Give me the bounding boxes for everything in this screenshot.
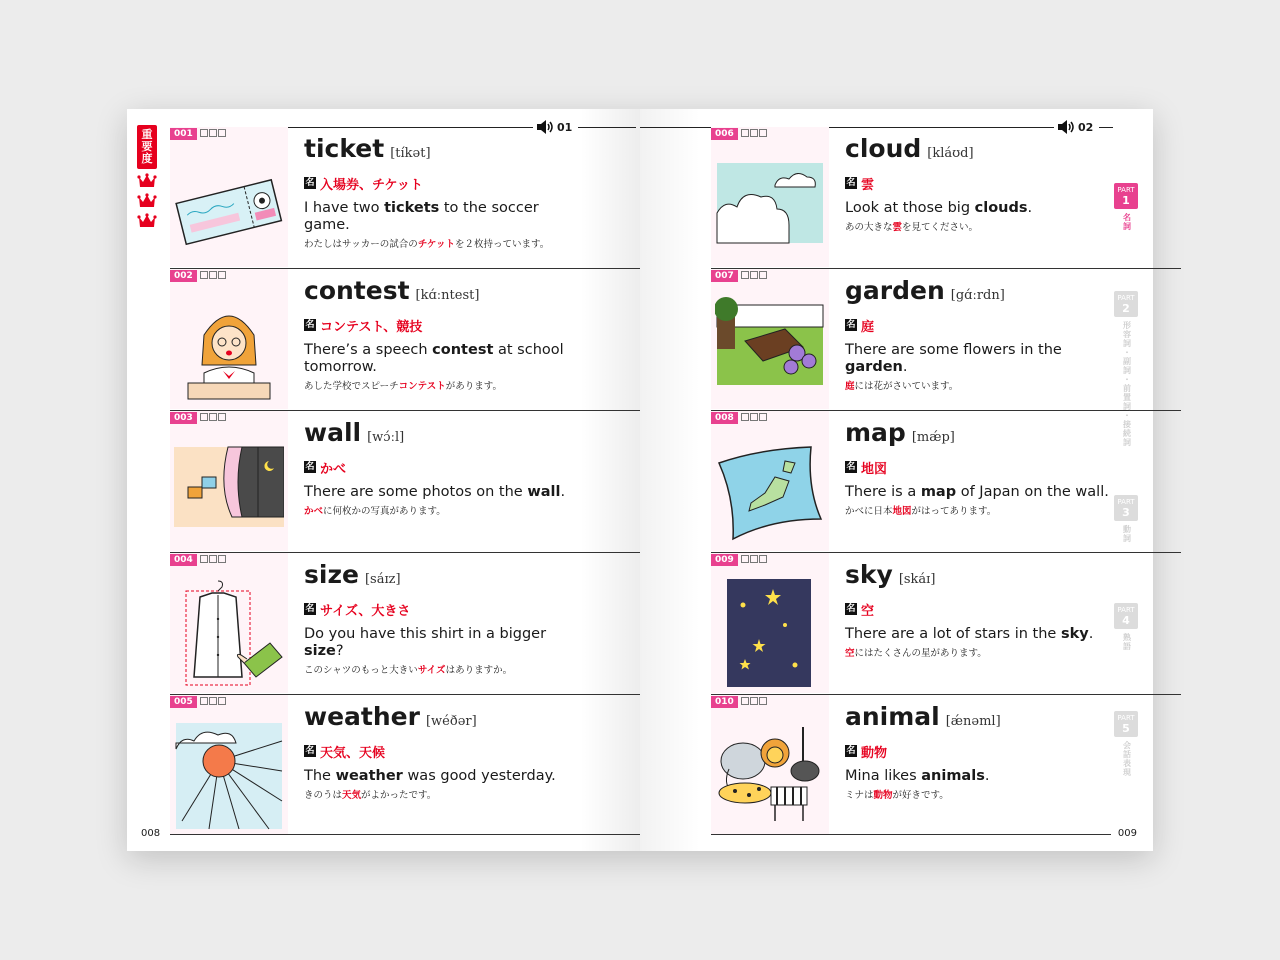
part-tab-4[interactable] — [1114, 603, 1140, 651]
entry-number: 001 — [170, 128, 197, 140]
headword: ticket — [304, 134, 385, 163]
part-tab-label: 動詞 — [1122, 525, 1132, 543]
map-illustration — [715, 437, 825, 547]
illustration-panel — [711, 695, 829, 835]
wall-window-illustration — [174, 437, 284, 547]
pronunciation: [ǽnəml] — [945, 714, 1001, 729]
headword: weather — [304, 702, 420, 731]
japanese-meaning: 空 — [861, 603, 875, 619]
importance-label: 重要度 — [137, 125, 157, 169]
study-checkboxes[interactable] — [200, 271, 226, 279]
japanese-meaning: かべ — [320, 461, 347, 477]
example-sentence: There is a map of Japan on the wall. — [845, 484, 1109, 500]
part-of-speech-badge: 名 — [846, 604, 856, 614]
japanese-meaning: 庭 — [861, 319, 875, 335]
study-checkboxes[interactable] — [200, 129, 226, 137]
part-tab-label: 熟語 — [1122, 633, 1132, 651]
part-tab-label: 会話表現 — [1122, 741, 1132, 777]
pronunciation: [wéðər] — [425, 714, 477, 729]
part-of-speech-badge: 名 — [305, 462, 315, 472]
part-of-speech-badge: 名 — [305, 178, 315, 188]
study-checkboxes[interactable] — [741, 271, 767, 279]
pronunciation: [kláʊd] — [927, 146, 974, 161]
gutter-shadow — [640, 109, 700, 851]
example-sentence: I have two tickets to the soccer game. — [304, 200, 539, 233]
entry-text — [304, 275, 640, 393]
animals-illustration — [715, 721, 825, 831]
audio-track-number: 01 — [557, 120, 573, 134]
study-checkboxes[interactable] — [741, 413, 767, 421]
entry-number: 004 — [170, 554, 197, 566]
right-page — [640, 109, 1153, 851]
importance-indicator — [137, 125, 159, 229]
part-tab-box: PART 5 — [1114, 711, 1138, 737]
illustration-panel — [711, 553, 829, 693]
example-sentence: There are some flowers in the garden. — [845, 342, 1062, 375]
headword: wall — [304, 418, 362, 447]
vocab-entry — [711, 269, 1181, 411]
pronunciation: [kɑ́ːntest] — [415, 288, 480, 303]
example-sentence: There’s a speech contest at school tomorrow. — [304, 342, 564, 375]
vocab-entry — [170, 695, 640, 837]
part-of-speech-badge: 名 — [305, 746, 315, 756]
night-sky-illustration — [715, 579, 825, 689]
entry-number: 002 — [170, 270, 197, 282]
shirt-illustration — [174, 579, 284, 689]
headword: size — [304, 560, 359, 589]
entry-text — [304, 417, 640, 518]
example-sentence: Mina likes animals. — [845, 768, 990, 784]
example-translation: かべに日本地図がはってあります。 — [845, 506, 997, 517]
entry-number: 008 — [711, 412, 738, 424]
garden-illustration — [715, 295, 825, 405]
example-translation: あした学校でスピーチコンテストがあります。 — [304, 381, 502, 392]
japanese-meaning: 動物 — [861, 745, 888, 761]
left-page — [127, 109, 640, 851]
pronunciation: [mǽp] — [911, 430, 955, 445]
part-of-speech-badge: 名 — [846, 320, 856, 330]
example-translation: 庭には花がさいています。 — [845, 381, 959, 392]
part-of-speech-badge: 名 — [846, 178, 856, 188]
example-sentence: Do you have this shirt in a bigger size? — [304, 626, 547, 659]
example-translation: かべに何枚かの写真があります。 — [304, 506, 446, 517]
headword: cloud — [845, 134, 922, 163]
headword: map — [845, 418, 906, 447]
entry-text — [304, 133, 640, 251]
illustration-panel — [711, 127, 829, 267]
part-of-speech-badge: 名 — [846, 746, 856, 756]
study-checkboxes[interactable] — [200, 555, 226, 563]
headword: animal — [845, 702, 940, 731]
entry-number: 003 — [170, 412, 197, 424]
vocab-entry — [711, 553, 1181, 695]
japanese-meaning: 天気、天候 — [320, 745, 386, 761]
audio-track-number: 02 — [1078, 120, 1094, 134]
pronunciation: [wɔ́ːl] — [367, 430, 405, 445]
part-tab-1[interactable] — [1114, 183, 1140, 231]
page-number: 008 — [141, 828, 161, 839]
illustration-panel — [711, 411, 829, 551]
part-of-speech-badge: 名 — [305, 320, 315, 330]
crown-icon — [137, 193, 157, 209]
illustration-panel — [170, 695, 288, 835]
study-checkboxes[interactable] — [741, 129, 767, 137]
japanese-meaning: サイズ、大きさ — [320, 603, 411, 619]
japanese-meaning: 入場券、チケット — [320, 177, 423, 193]
study-checkboxes[interactable] — [200, 697, 226, 705]
example-sentence: The weather was good yesterday. — [304, 768, 556, 784]
part-tab-5[interactable] — [1114, 711, 1140, 777]
vocab-entry — [711, 411, 1181, 553]
entry-text — [304, 559, 640, 677]
example-translation: きのうは天気がよかったです。 — [304, 790, 437, 801]
study-checkboxes[interactable] — [741, 555, 767, 563]
pronunciation: [skáɪ] — [898, 572, 936, 587]
entry-number: 010 — [711, 696, 738, 708]
ticket-illustration — [174, 153, 284, 263]
illustration-panel — [170, 411, 288, 551]
example-sentence: Look at those big clouds. — [845, 200, 1033, 216]
example-sentence: There are some photos on the wall. — [304, 484, 566, 500]
sun-cloud-illustration — [174, 721, 284, 831]
part-tab-box: PART 3 — [1114, 495, 1138, 521]
illustration-panel — [711, 269, 829, 409]
part-tab-3[interactable] — [1114, 495, 1140, 543]
headword: contest — [304, 276, 410, 305]
page-number: 009 — [1117, 828, 1137, 839]
vocab-entry — [170, 127, 640, 269]
entry-text — [304, 701, 640, 802]
crown-icon — [137, 173, 157, 189]
example-translation: あの大きな雲を見てください。 — [845, 222, 979, 233]
example-sentence: There are a lot of stars in the sky. — [845, 626, 1094, 642]
illustration-panel — [170, 553, 288, 693]
illustration-panel — [170, 269, 288, 409]
part-tab-label: 名詞 — [1122, 213, 1132, 231]
entry-number: 007 — [711, 270, 738, 282]
part-of-speech-badge: 名 — [305, 604, 315, 614]
entry-number: 006 — [711, 128, 738, 140]
crown-icon — [137, 213, 157, 229]
study-checkboxes[interactable] — [200, 413, 226, 421]
example-translation: このシャツのもっと大きいサイズはありますか。 — [304, 665, 513, 676]
book-spread — [127, 109, 1153, 851]
cloud-illustration — [715, 153, 825, 263]
part-tab-box: PART 1 — [1114, 183, 1138, 209]
study-checkboxes[interactable] — [741, 697, 767, 705]
vocab-entry — [170, 553, 640, 695]
pronunciation: [sáɪz] — [364, 572, 401, 587]
example-translation: わたしはサッカーの試合のチケットを２枚持っています。 — [304, 239, 550, 250]
part-of-speech-badge: 名 — [846, 462, 856, 472]
vocab-entry — [170, 411, 640, 553]
part-tab-2[interactable] — [1114, 291, 1140, 447]
vocab-entry — [170, 269, 640, 411]
footer-rule — [711, 834, 1111, 835]
speech-girl-illustration — [174, 295, 284, 405]
pronunciation: [gɑ́ːrdn] — [950, 288, 1005, 303]
illustration-panel — [170, 127, 288, 267]
entry-number: 009 — [711, 554, 738, 566]
headword: sky — [845, 560, 893, 589]
part-tab-label: 形容詞・副詞・前置詞・接続詞 — [1122, 321, 1132, 447]
part-tab-box: PART 4 — [1114, 603, 1138, 629]
japanese-meaning: 雲 — [861, 177, 875, 193]
part-tab-box: PART 2 — [1114, 291, 1138, 317]
vocab-entry — [711, 127, 1181, 269]
example-translation: 空にはたくさんの星があります。 — [845, 648, 987, 659]
vocab-entry — [711, 695, 1181, 837]
headword: garden — [845, 276, 945, 305]
example-translation: ミナは動物が好きです。 — [845, 790, 949, 801]
japanese-meaning: 地図 — [861, 461, 888, 477]
pronunciation: [tíkət] — [390, 146, 431, 161]
footer-rule — [170, 834, 640, 835]
entry-number: 005 — [170, 696, 197, 708]
japanese-meaning: コンテスト、競技 — [320, 319, 423, 335]
